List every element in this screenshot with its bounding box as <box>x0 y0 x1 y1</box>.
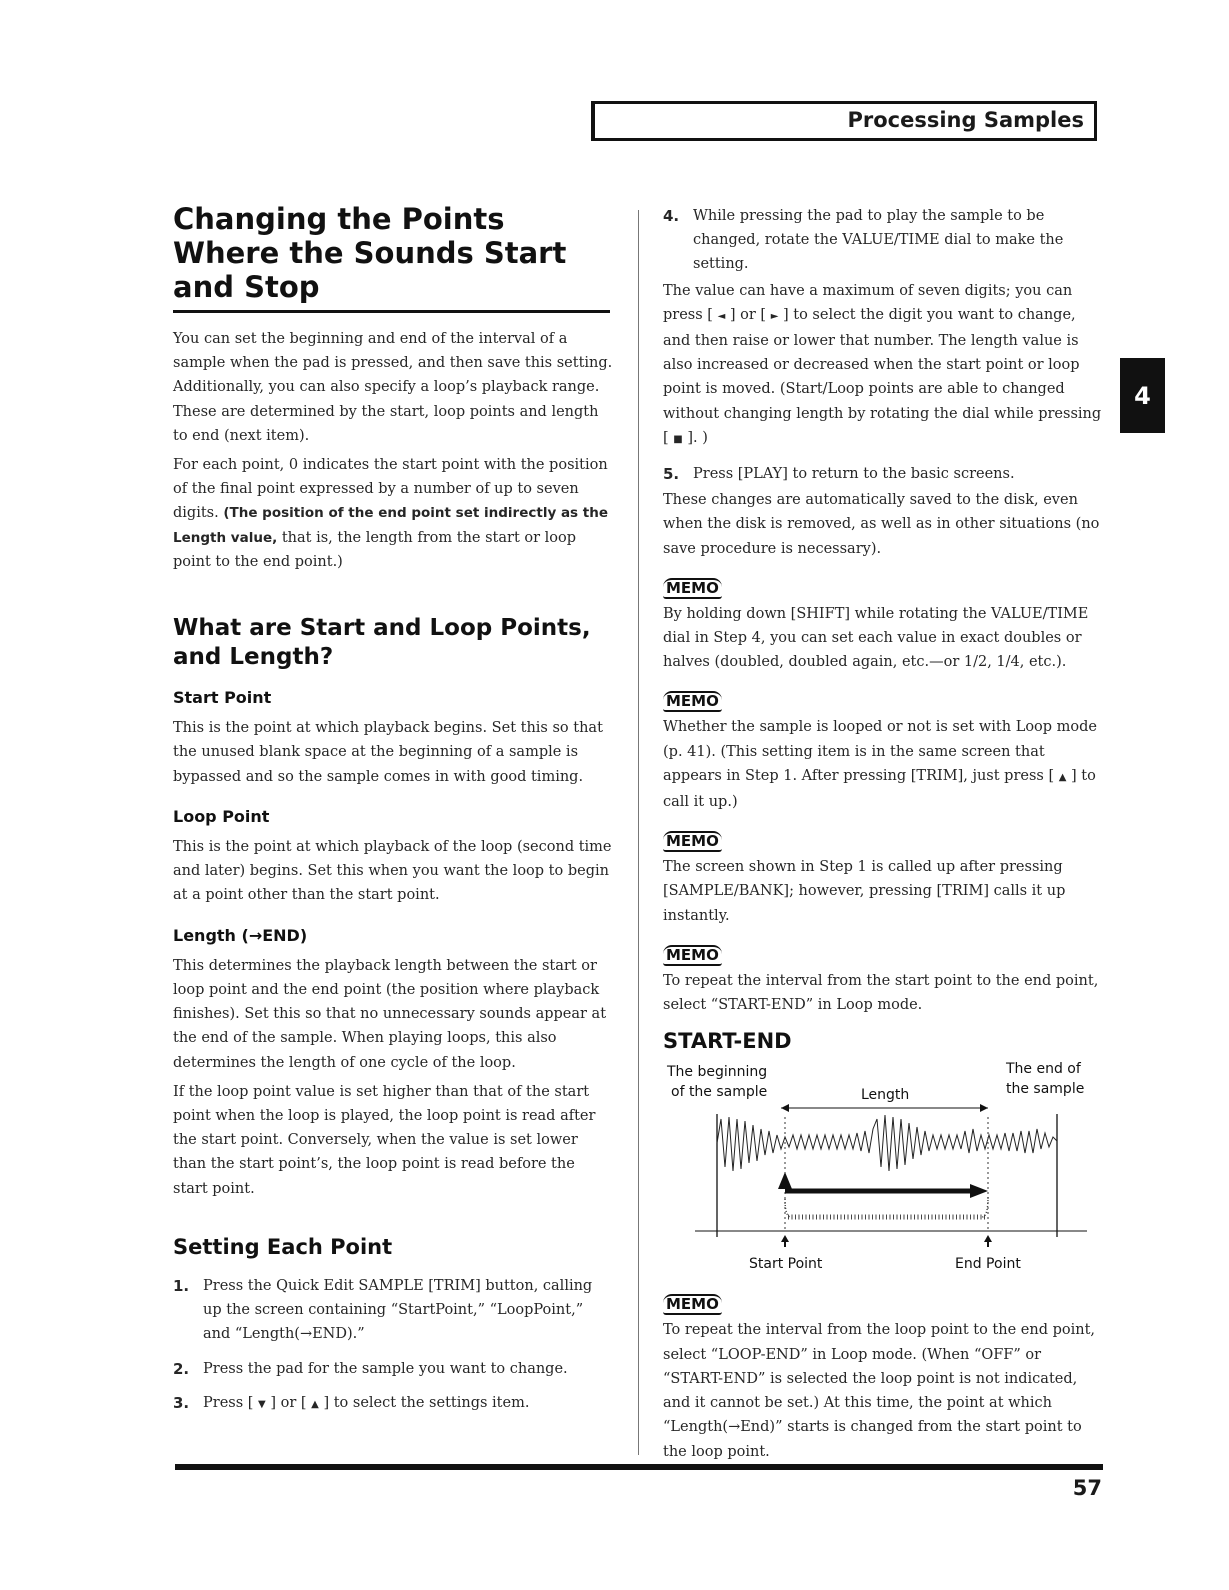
step-1 <box>173 1274 613 1347</box>
section-title: Processing Samples <box>847 108 1084 132</box>
memo-2-text-a: Whether the sample is looped or not is set with Loop mode (p. 41). (This setting item is in the same screen that appears in Step 1. After pressing [TRIM], just press [ <box>663 719 1098 784</box>
label-length: Length <box>861 1087 910 1104</box>
intro-paragraph-1: You can set the beginning and end of the interval of a sample when the pad is pressed, and then save this setting. Additionally, you can also specify a loop’s playback range. These are determined by the start, loop points and length to end (next item). <box>173 331 613 444</box>
memo-2-text <box>663 715 1103 814</box>
step-5 <box>663 462 1103 486</box>
section-heading-start-loop: What are Start and Loop Points, and Length? <box>173 615 591 671</box>
label-start-point: Start Point <box>749 1256 823 1273</box>
memo-icon: MEMO <box>663 578 722 599</box>
step-3-text-b: ] or [ <box>265 1394 312 1411</box>
up-arrow-icon: ▲ <box>311 1398 319 1410</box>
intro-rest: that is, the length from the start or loop point to the end point.) <box>173 529 577 570</box>
label-end-line-1: The end of <box>1006 1061 1081 1078</box>
memo-icon: MEMO <box>663 945 722 966</box>
start-end-diagram <box>663 1059 1093 1284</box>
step-5-text: Press [PLAY] to return to the basic screens. <box>693 466 1015 483</box>
label-end-point: End Point <box>955 1256 1021 1273</box>
start-point-heading: Start Point <box>173 688 272 708</box>
value-text-a: The value can have a maximum of seven digits; you can press [ <box>663 282 1073 323</box>
title-rule <box>173 310 610 313</box>
step-5-number: 5. <box>663 465 680 484</box>
step-4-number: 4. <box>663 207 680 225</box>
section-heading-setting: Setting Each Point <box>173 1234 393 1259</box>
memo-5-text: To repeat the interval from the loop point to the end point, select “LOOP-END” in Loop mode. (When “OFF” or “START-END” is selected the loop point is not indicated, and it cannot be set.) At this time, the point at which “Length(→End)” starts is changed from the start point to the loop point. <box>663 1322 1096 1460</box>
down-arrow-icon: ▼ <box>258 1398 266 1410</box>
intro-bold: (The position of the end point set indirectly as the Length value, <box>173 505 609 546</box>
saved-paragraph: These changes are automatically saved to the disk, even when the disk is removed, as well as in other situations (no save procedure is necessary). <box>663 492 1100 557</box>
start-end-heading: START-END <box>663 1029 792 1054</box>
label-beginning-line-2: of the sample <box>671 1084 768 1101</box>
step-4 <box>663 204 1103 277</box>
step-3-text <box>203 1391 529 1417</box>
memo-icon: MEMO <box>663 691 722 712</box>
memo-4-text: To repeat the interval from the start point to the end point, select “START-END” in Loop mode. <box>663 972 1099 1014</box>
loop-arrow-head <box>970 1184 988 1198</box>
loop-point-text: This is the point at which playback of the loop (second time and later) begins. Set this when you want the loop to begin at a point other than the start point. <box>173 839 612 904</box>
loop-return-right <box>982 1197 988 1217</box>
step-3-text-c: ] to select the settings item. <box>318 1394 530 1411</box>
footer-rule <box>175 1464 1103 1470</box>
right-column <box>663 204 1103 1469</box>
step-2-text: Press the pad for the sample you want to change. <box>203 1360 568 1377</box>
up-arrow-icon: ▲ <box>1058 771 1067 783</box>
value-text-d: ]. ) <box>682 429 708 446</box>
memo-icon: MEMO <box>663 831 722 852</box>
intro-text-2: For each point, 0 indicates the start point with the position of the final point expressed by a number of up to seven digits. <box>173 457 608 522</box>
start-point-marker-icon <box>781 1235 789 1242</box>
length-text-2: If the loop point value is set higher than that of the start point when the loop is played, the loop point is read after the start point. Conversely, when the value is set lower than the start point’s, the loop point is read before the start point. <box>173 1083 596 1197</box>
start-point-text: This is the point at which playback begins. Set this so that the unused blank space at the beginning of a sample is bypassed and so the sample comes in with good timing. <box>173 720 603 785</box>
memo-1-text: By holding down [SHIFT] while rotating the VALUE/TIME dial in Step 4, you can set each value in exact doubles or halves (doubled, doubled again, etc.—or 1/2, 1/4, etc.). <box>663 605 1089 671</box>
page-number: 57 <box>1072 1476 1102 1500</box>
length-text-1: This determines the playback length between the start or loop point and the end point (the position where playback finishes). Set this so that no unnecessary sounds appear at the end of the sample. When playing loops, this also determines the length of one cycle of the loop. <box>173 957 607 1071</box>
step-1-text: Press the Quick Edit SAMPLE [TRIM] button, calling up the screen containing “StartPoint,” “LoopPoint,” and “Length(→END).” <box>203 1277 593 1343</box>
loop-point-heading: Loop Point <box>173 806 270 826</box>
waveform-diagram-svg <box>663 1059 1093 1249</box>
left-column <box>173 202 613 1427</box>
waveform-path <box>717 1115 1057 1171</box>
end-point-marker-icon <box>984 1235 992 1242</box>
intro-paragraph-2 <box>173 453 613 574</box>
loop-return-left <box>785 1199 791 1217</box>
memo-3-text: The screen shown in Step 1 is called up after pressing [SAMPLE/BANK]; however, pressing [TRIM] calls it up instantly. <box>663 859 1066 924</box>
memo-2-text-b: ] to call it up.) <box>663 767 1096 811</box>
label-end-line-2: the sample <box>1006 1081 1085 1098</box>
step-3-text-a: Press [ <box>203 1394 259 1411</box>
step-2-number: 2. <box>173 1359 190 1378</box>
value-text-b: ] or [ <box>725 306 771 323</box>
length-arrow-right-head <box>980 1104 988 1112</box>
column-divider <box>638 210 639 1455</box>
page-title: Changing the Points Where the Sounds Start and Stop <box>173 202 567 304</box>
step-4-text: While pressing the pad to play the sample to be changed, rotate the VALUE/TIME dial to make the setting. <box>693 208 1064 273</box>
memo-icon: MEMO <box>663 1294 722 1315</box>
chapter-tab: 4 <box>1120 358 1165 433</box>
stop-square-icon: ■ <box>673 433 683 445</box>
step-1-number: 1. <box>173 1276 190 1295</box>
loop-up-arrowhead <box>778 1172 792 1189</box>
value-paragraph <box>663 279 1103 452</box>
length-arrow-left-head <box>781 1104 789 1112</box>
step-3 <box>173 1391 613 1417</box>
length-heading: Length (→END) <box>173 925 308 945</box>
left-arrow-icon: ◄ <box>717 310 726 322</box>
label-beginning-line-1: The beginning <box>667 1064 768 1081</box>
section-header-box <box>591 101 1097 141</box>
step-2 <box>173 1357 613 1381</box>
right-arrow-icon: ► <box>770 310 779 322</box>
step-3-number: 3. <box>173 1393 190 1412</box>
value-text-c: ] to select the digit you want to change, and then raise or lower that number. The length value is also increased or decreased when the start point or loop point is moved. (Start/Loop points are able to changed without changing length by rotating the dial while pressing [ <box>663 306 1102 446</box>
